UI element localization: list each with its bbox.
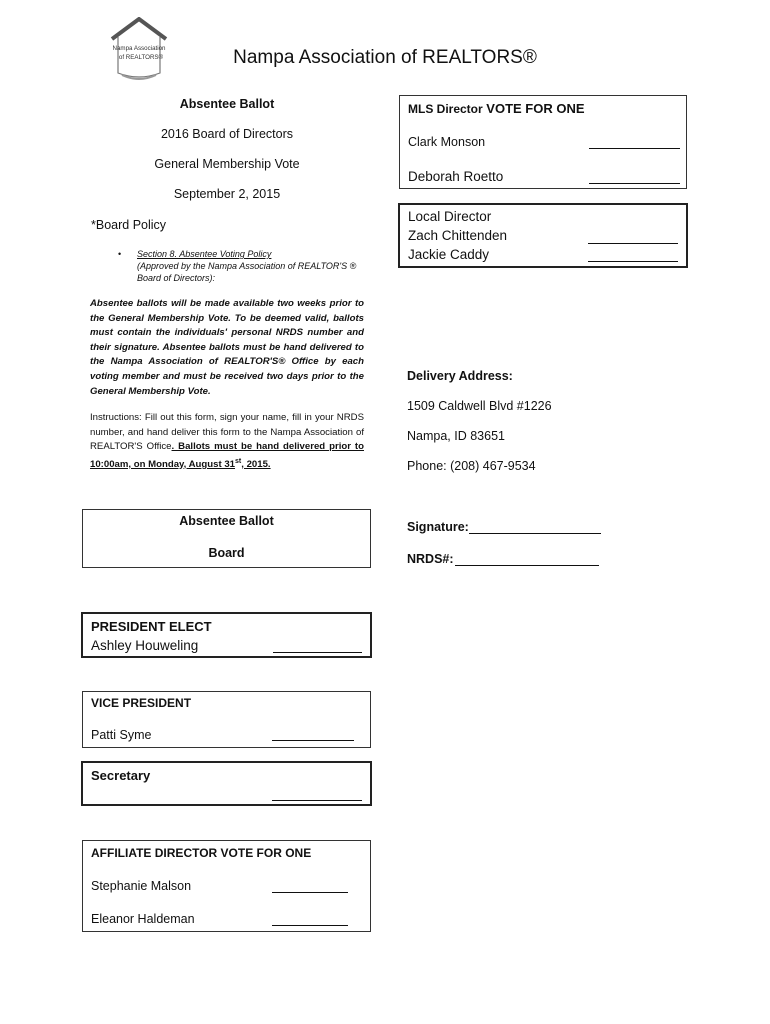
- ballot-date: September 2, 2015: [173, 187, 281, 201]
- page-title: Nampa Association of REALTORS®: [233, 47, 537, 68]
- secretary-vote-line[interactable]: [272, 800, 362, 801]
- mls-candidate-1-vote-line[interactable]: [589, 148, 680, 149]
- delivery-city: Nampa, ID 83651: [407, 429, 505, 443]
- vice-president-vote-line[interactable]: [272, 740, 354, 741]
- secretary-box: [81, 761, 372, 806]
- president-elect-box: [81, 612, 372, 658]
- signature-label: Signature:: [407, 520, 469, 534]
- instructions-plain: Instructions: Fill out this form, sign your name, fill in your NRDS number, and hand deliver this form to the Nampa Association of REALTOR'S Office: [90, 412, 364, 453]
- affiliate-candidate-1: Stephanie Malson: [91, 879, 192, 893]
- local-candidate-2-vote-line[interactable]: [588, 261, 678, 262]
- mls-director-title: MLS Director: [408, 102, 483, 116]
- affiliate-candidate-2: Eleanor Haldeman: [91, 912, 195, 926]
- affiliate-director-heading: [91, 846, 311, 860]
- delivery-phone: Phone: (208) 467-9534: [407, 459, 536, 473]
- secretary-heading: Secretary: [91, 768, 151, 783]
- mls-director-heading: [408, 101, 585, 116]
- local-candidate-2: Jackie Caddy: [408, 247, 490, 262]
- policy-section: [137, 248, 369, 284]
- mls-director-box: [399, 95, 687, 189]
- affiliate-candidate-1-vote-line[interactable]: [272, 892, 348, 893]
- local-candidate-1-vote-line[interactable]: [588, 243, 678, 244]
- vice-president-candidate: Patti Syme: [91, 728, 152, 742]
- affiliate-director-box: [82, 840, 371, 932]
- mls-candidate-2: Deborah Roetto: [408, 169, 504, 184]
- president-elect-heading: PRESIDENT ELECT: [91, 619, 212, 634]
- board-box-line1: Absentee Ballot: [179, 514, 274, 528]
- board-ballot-box: [82, 509, 371, 568]
- instructions-end: , 2015.: [241, 458, 271, 470]
- vice-president-box: [82, 691, 371, 748]
- board-policy-label: *Board Policy: [91, 218, 167, 232]
- bullet-dot: •: [118, 249, 122, 259]
- vice-president-heading: VICE PRESIDENT: [91, 696, 192, 710]
- ballot-vote-type: General Membership Vote: [154, 157, 300, 171]
- president-elect-vote-line[interactable]: [273, 652, 362, 653]
- mls-director-vote: VOTE FOR ONE: [482, 101, 585, 116]
- affiliate-candidate-2-vote-line[interactable]: [272, 925, 348, 926]
- svg-text:of REALTORS®: of REALTORS®: [118, 54, 164, 61]
- mls-candidate-2-vote-line[interactable]: [589, 183, 680, 184]
- instructions-sup: st: [235, 457, 242, 465]
- svg-text:Nampa Association: Nampa Association: [112, 45, 166, 52]
- local-director-heading: Local Director: [408, 209, 492, 224]
- local-director-box: [398, 203, 688, 268]
- ballot-heading: Absentee Ballot: [179, 97, 275, 111]
- local-candidate-1: Zach Chittenden: [408, 228, 508, 243]
- president-elect-candidate: Ashley Houweling: [91, 638, 199, 653]
- mls-candidate-1: Clark Monson: [408, 135, 486, 149]
- policy-text: Absentee ballots will be made available two weeks prior to the General Membership Vote. To be deemed valid, ballots must contain the individuals' personal NRDS number and their signature. Absentee ballots must be hand delivered to the Nampa Association of REALTOR'S® Office by each voting member and must be received two days prior to the General Membership Vote.: [90, 298, 364, 397]
- signature-field[interactable]: [469, 533, 601, 534]
- instructions-text: [90, 411, 364, 473]
- board-box-line2: Board: [208, 546, 245, 560]
- affiliate-director-vote: VOTE FOR ONE: [217, 846, 312, 860]
- delivery-street: 1509 Caldwell Blvd #1226: [407, 399, 552, 413]
- delivery-heading: Delivery Address:: [407, 369, 513, 383]
- affiliate-director-title: AFFILIATE DIRECTOR: [91, 846, 218, 860]
- ballot-year: 2016 Board of Directors: [160, 127, 293, 141]
- nrds-label: NRDS#:: [407, 552, 454, 566]
- policy-section-sub: (Approved by the Nampa Association of REALTOR'S ® Board of Directors):: [137, 261, 357, 283]
- instructions-deadline: . Ballots must be hand delivered prior to 10:00am, on Monday, August 31: [90, 441, 364, 470]
- policy-section-title: Section 8. Absentee Voting Policy: [137, 249, 272, 259]
- nrds-field[interactable]: [455, 565, 599, 566]
